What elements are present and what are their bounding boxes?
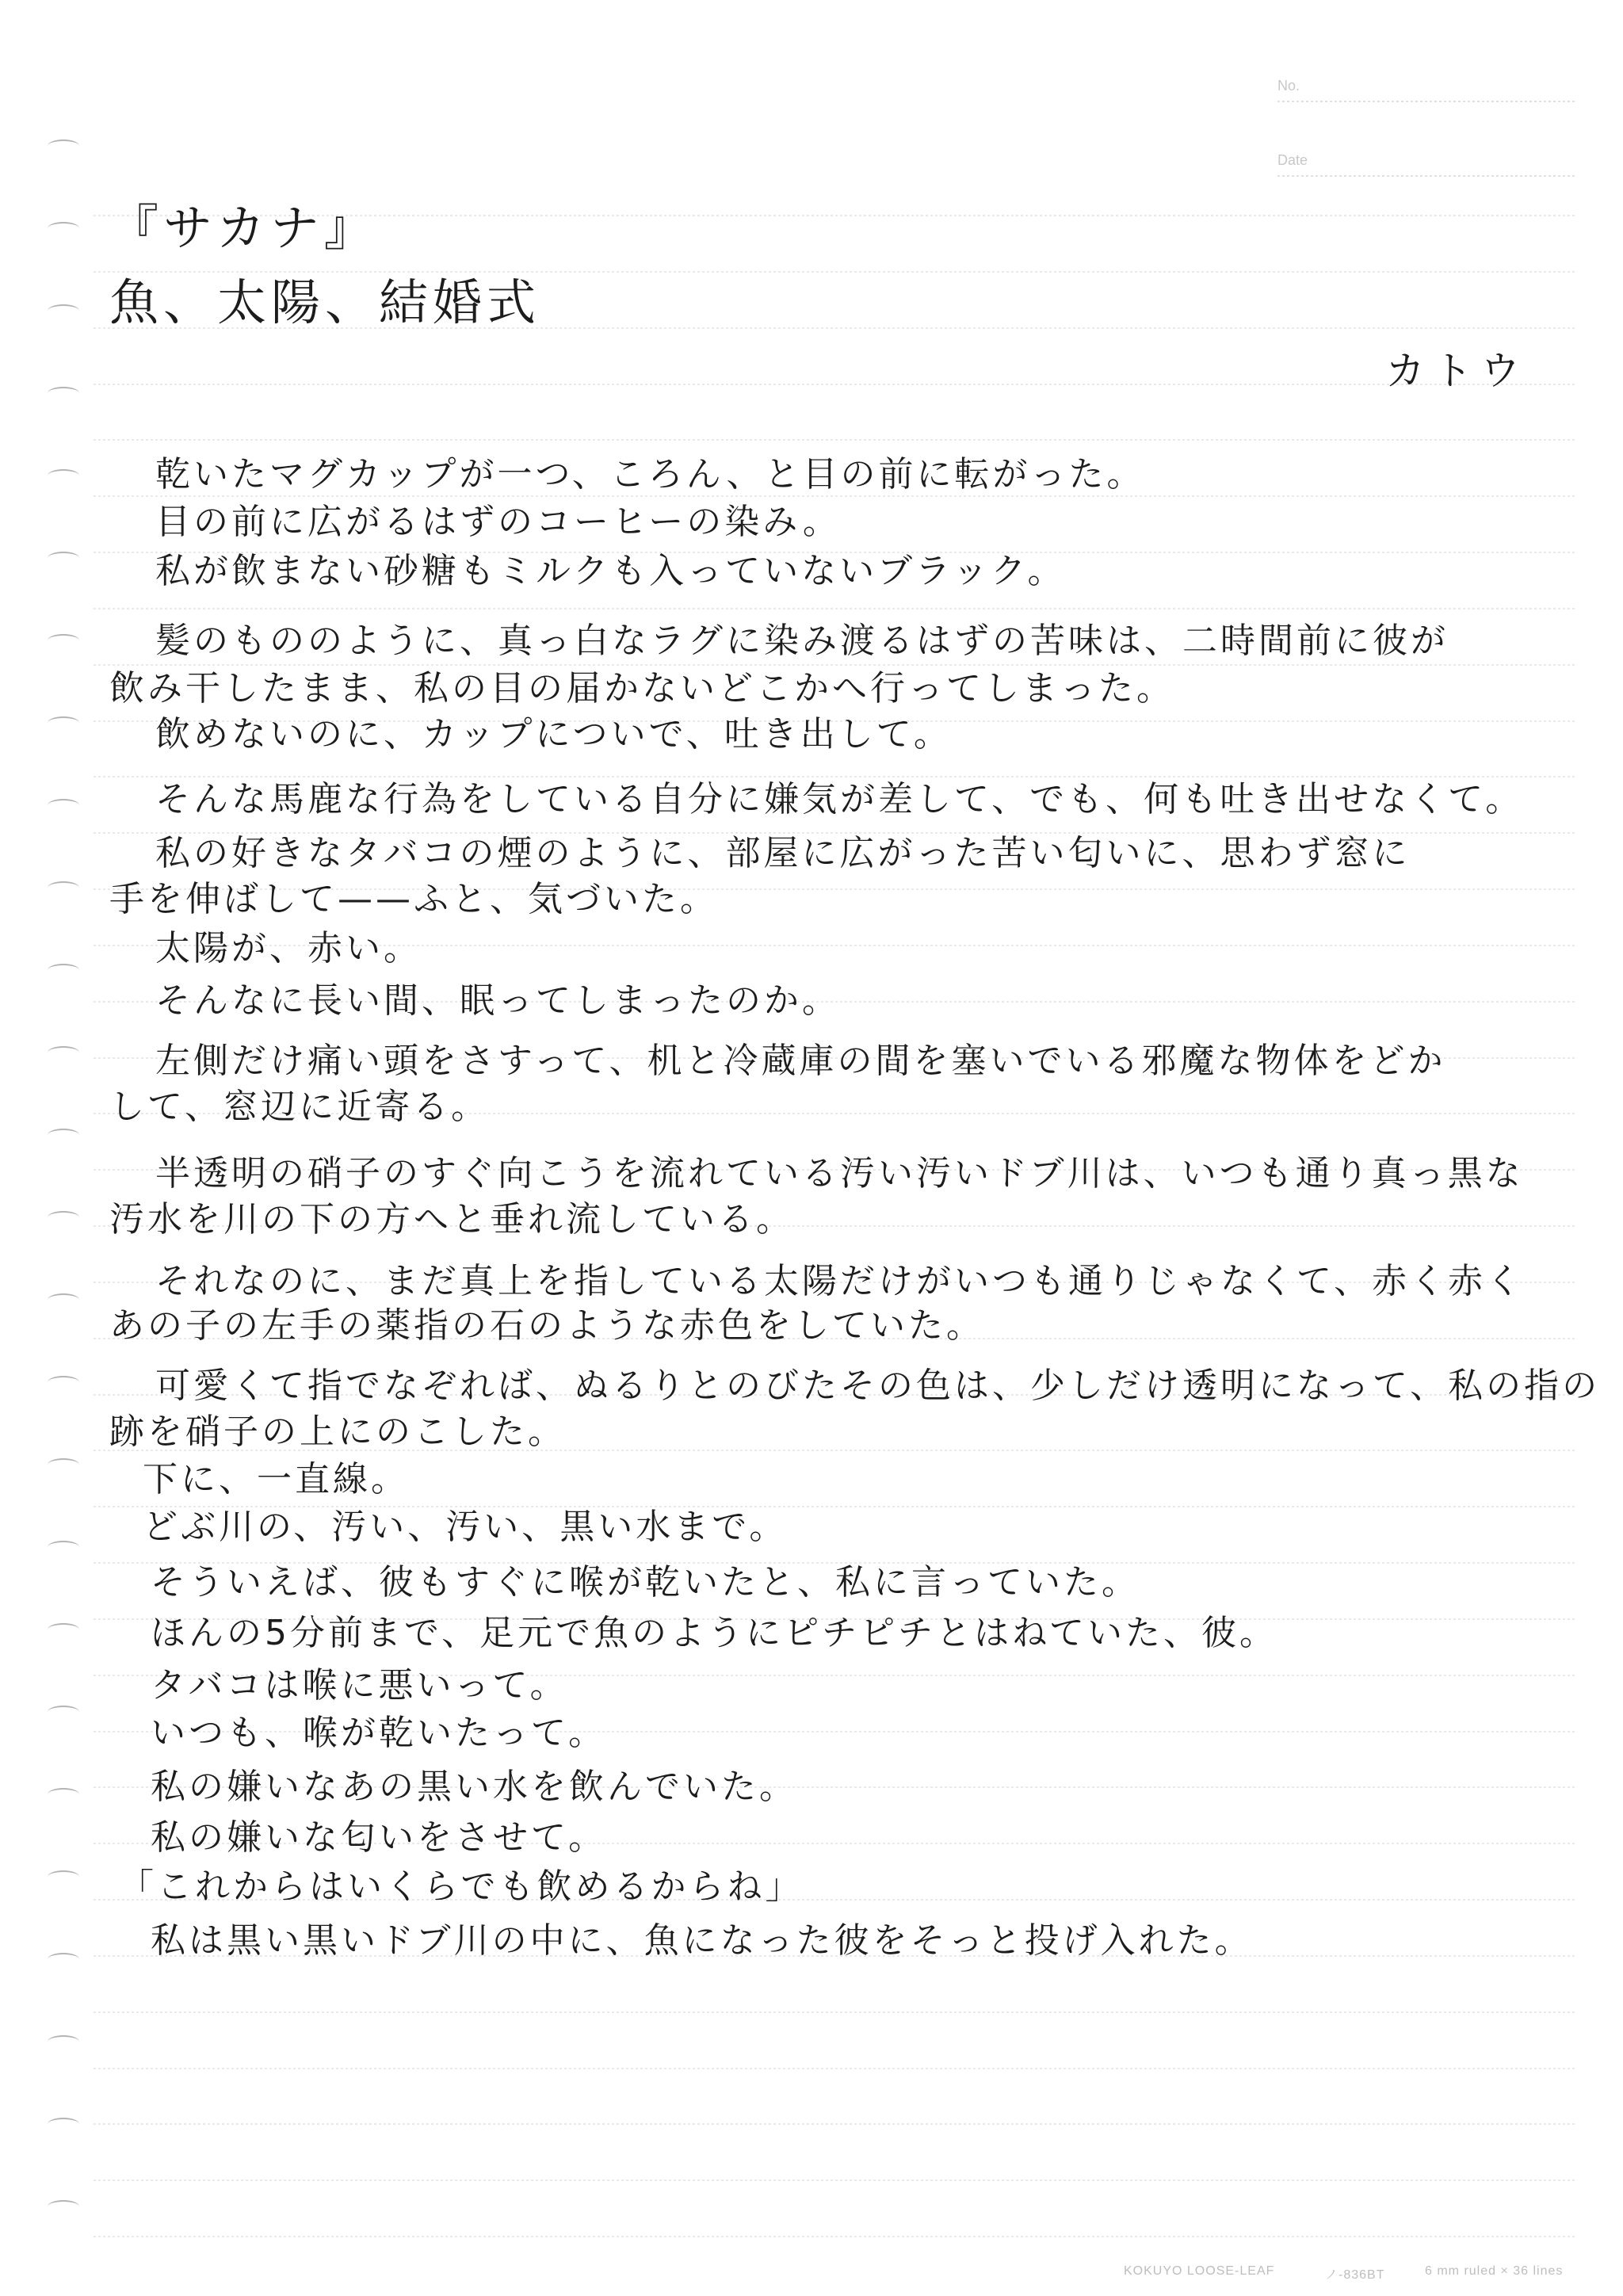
binding-hole-mark	[48, 799, 79, 812]
body-line: 目の前に広がるはずのコーヒーの染み。	[155, 502, 841, 542]
binding-hole-mark	[48, 2035, 79, 2048]
binding-hole-mark	[48, 634, 79, 647]
body-line: それなのに、まだ真上を指している太陽だけがいつも通りじゃなくて、赤く赤く	[155, 1261, 1525, 1301]
body-line: 乾いたマグカップが一つ、ころん、と目の前に転がった。	[155, 454, 1145, 495]
body-line: して、窓辺に近寄る。	[109, 1087, 490, 1127]
body-line: そういえば、彼もすぐに喉が乾いたと、私に言っていた。	[151, 1562, 1140, 1603]
body-line: タバコは喉に悪いって。	[151, 1665, 568, 1706]
binding-hole-mark	[48, 964, 79, 976]
binding-hole-mark	[48, 552, 79, 564]
body-line: 半透明の硝子のすぐ向こうを流れている汚い汚いドブ川は、いつも通り真っ黒な	[155, 1153, 1524, 1194]
footer-brand: KOKUYO LOOSE-LEAF	[1124, 2264, 1275, 2278]
binding-hole-mark	[48, 1376, 79, 1389]
body-line: 髪のもののように、真っ白なラグに染み渡るはずの苦味は、二時間前に彼が	[155, 621, 1449, 661]
story-title: 『サカナ』	[109, 199, 378, 257]
binding-hole-mark	[48, 1458, 79, 1471]
binding-hole-mark	[48, 1211, 79, 1224]
binding-hole-mark	[48, 469, 79, 482]
binding-hole-mark	[48, 1046, 79, 1059]
binding-hole-mark	[48, 2118, 79, 2130]
body-line: 左側だけ痛い頭をさすって、机と冷蔵庫の間を塞いでいる邪魔な物体をどか	[155, 1041, 1446, 1081]
binding-hole-mark	[48, 139, 79, 152]
binding-hole-mark	[48, 1953, 79, 1966]
author-name: カトウ	[1385, 348, 1528, 394]
no-field-label: No.	[1277, 78, 1300, 94]
footer-product-code: ノ-836BT	[1325, 2268, 1385, 2282]
story-keywords: 魚、太陽、結婚式	[109, 273, 541, 331]
body-line: 私が飲まない砂糖もミルクも入っていないブラック。	[155, 551, 1066, 591]
binding-hole-mark	[48, 881, 79, 894]
body-line: 私の好きなタバコの煙のように、部屋に広がった苦い匂いに、思わず窓に	[155, 833, 1411, 873]
binding-hole-mark	[48, 387, 79, 399]
binding-hole-mark	[48, 1706, 79, 1718]
binding-hole-mark	[48, 1788, 79, 1801]
body-line: 私の嫌いなあの黒い水を飲んでいた。	[151, 1767, 797, 1807]
binding-hole-mark	[48, 716, 79, 729]
body-line: 私の嫌いな匂いをさせて。	[151, 1817, 607, 1858]
binding-hole-mark	[48, 222, 79, 235]
body-line: ほんの5分前まで、足元で魚のようにピチピチとはねていた、彼。	[151, 1613, 1278, 1653]
body-line: そんな馬鹿な行為をしている自分に嫌気が差して、でも、何も吐き出せなくて。	[155, 779, 1524, 819]
body-line: 汚水を川の下の方へと垂れ流している。	[109, 1199, 794, 1240]
body-line: 下に、一直線。	[143, 1459, 409, 1499]
body-line: 跡を硝子の上にのこした。	[109, 1412, 566, 1452]
binding-hole-mark	[48, 1129, 79, 1141]
body-line: あの子の左手の薬指の石のような赤色をしていた。	[109, 1305, 984, 1346]
body-line: 「これからはいくらでも飲めるからね」	[119, 1866, 804, 1907]
body-line: そんなに長い間、眠ってしまったのか。	[155, 980, 840, 1021]
body-line: 太陽が、赤い。	[155, 928, 422, 968]
binding-hole-mark	[48, 1293, 79, 1306]
body-line: どぶ川の、汚い、汚い、黒い水まで。	[143, 1507, 788, 1547]
footer-spec: 6 mm ruled × 36 lines	[1425, 2264, 1564, 2278]
binding-hole-mark	[48, 304, 79, 317]
body-line: 可愛くて指でなぞれば、ぬるりとのびたその色は、少しだけ透明になって、私の指の	[155, 1366, 1601, 1406]
binding-hole-mark	[48, 1623, 79, 1636]
body-line: いつも、喉が乾いたって。	[151, 1713, 607, 1753]
binding-hole-mark	[48, 1870, 79, 1883]
body-line: 飲み干したまま、私の目の届かないどこかへ行ってしまった。	[109, 668, 1174, 709]
binding-hole-mark	[48, 2200, 79, 2213]
body-line: 手を伸ばして——ふと、気づいた。	[109, 879, 718, 919]
date-field-label: Date	[1277, 152, 1308, 168]
body-line: 私は黒い黒いドブ川の中に、魚になった彼をそっと投げ入れた。	[151, 1920, 1253, 1961]
binding-hole-mark	[48, 1541, 79, 1553]
body-line: 飲めないのに、カップについで、吐き出して。	[155, 714, 952, 755]
